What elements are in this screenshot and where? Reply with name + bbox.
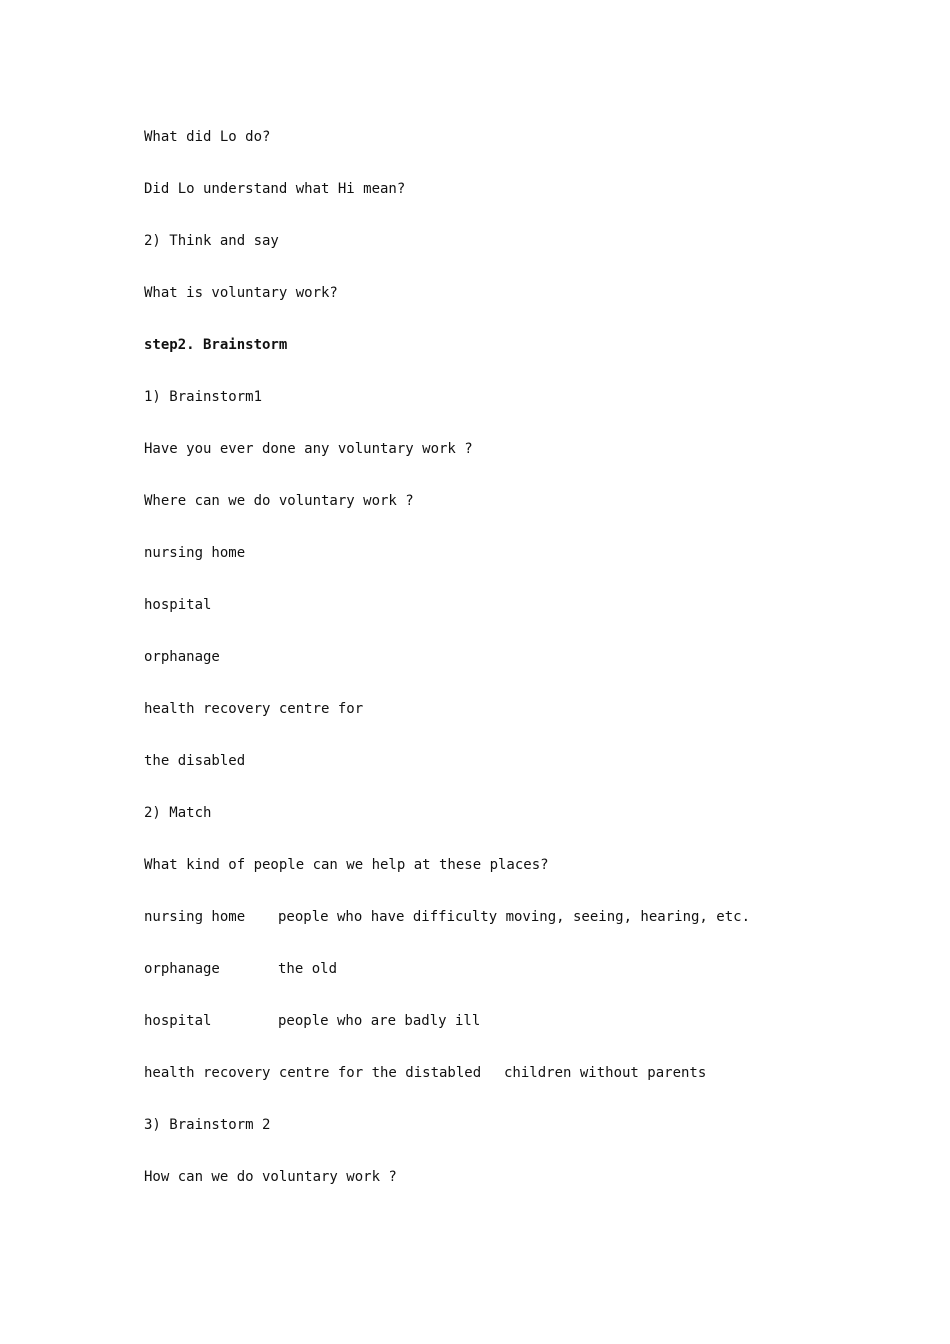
section-match: 2) Match [144, 805, 212, 821]
place-orphanage: orphanage [144, 649, 220, 665]
section-think-and-say: 2) Think and say [144, 233, 279, 249]
question-did-lo-understand: Did Lo understand what Hi mean? [144, 181, 406, 197]
place-the-disabled: the disabled [144, 753, 246, 769]
match-place: health recovery centre for the distabled [144, 1065, 482, 1081]
section-brainstorm1: 1) Brainstorm1 [144, 389, 263, 405]
match-place: hospital [144, 1013, 212, 1029]
section-brainstorm2: 3) Brainstorm 2 [144, 1117, 271, 1133]
match-people: children without parents [504, 1065, 707, 1081]
match-people: people who have difficulty moving, seeing, hearing, etc. [278, 909, 751, 925]
question-voluntary-work: What is voluntary work? [144, 285, 338, 301]
match-people: the old [278, 961, 338, 977]
step-heading-brainstorm: step2. Brainstorm [144, 337, 288, 353]
question-where: Where can we do voluntary work ? [144, 493, 414, 509]
match-place: nursing home [144, 909, 246, 925]
question-what-did-lo-do: What did Lo do? [144, 129, 271, 145]
place-nursing-home: nursing home [144, 545, 246, 561]
question-what-kind-of-people: What kind of people can we help at these places? [144, 857, 549, 873]
match-people: people who are badly ill [278, 1013, 481, 1029]
question-how: How can we do voluntary work ? [144, 1169, 397, 1185]
place-hospital: hospital [144, 597, 212, 613]
match-place: orphanage [144, 961, 220, 977]
place-health-recovery: health recovery centre for [144, 701, 364, 717]
question-ever-done: Have you ever done any voluntary work ? [144, 441, 473, 457]
